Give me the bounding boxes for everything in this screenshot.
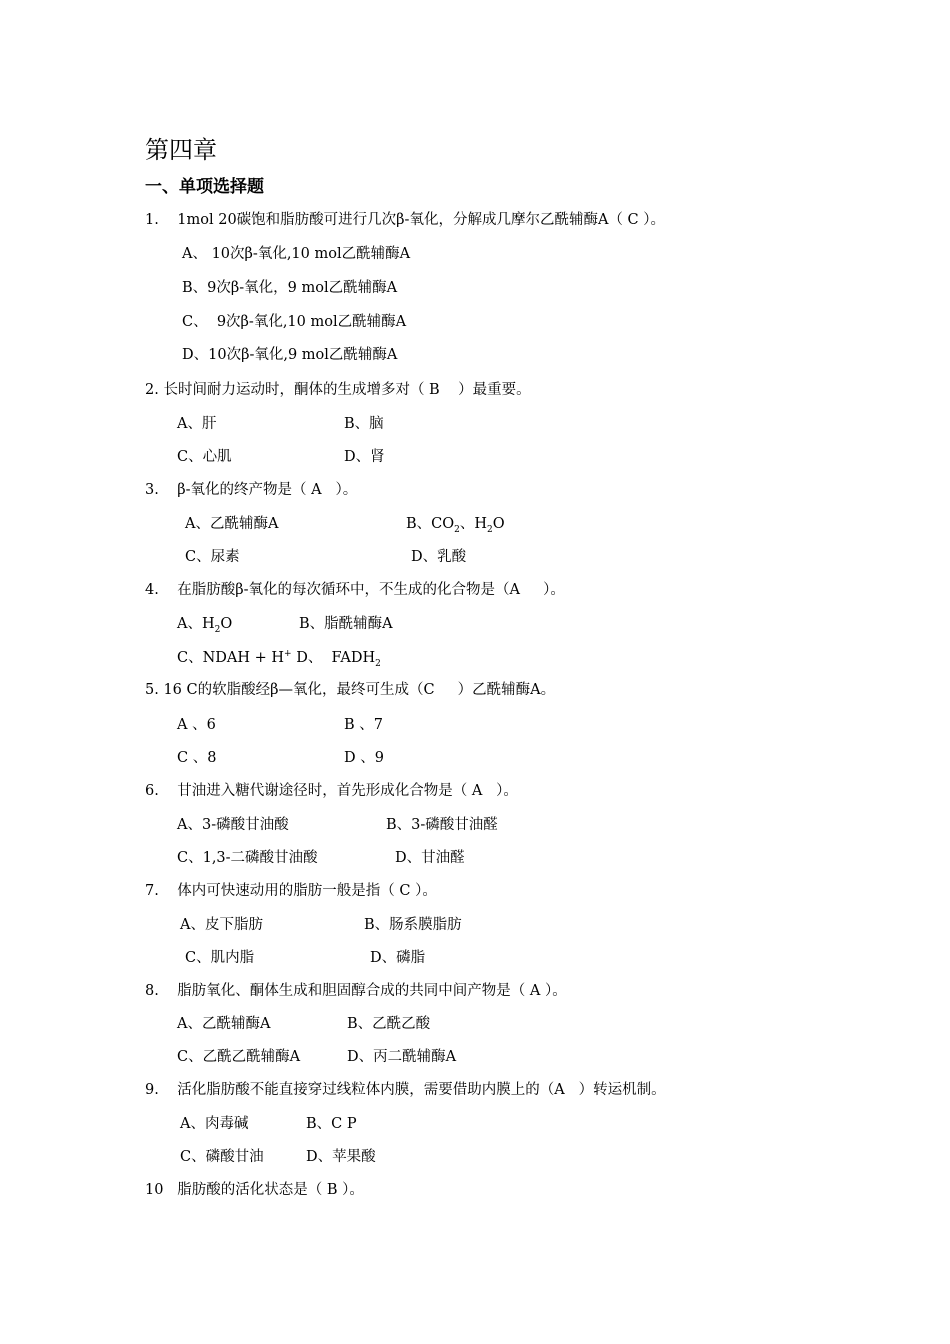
question-4-option-b: B、脂酰辅酶A	[299, 616, 393, 632]
question-1-option-b: B、9次β-氧化，9 mol乙酰辅酶A	[182, 280, 398, 296]
section-title: 一、单项选择题	[145, 177, 264, 197]
question-3-option-c: C、尿素	[185, 549, 240, 565]
question-2-option-c: C、心肌	[177, 449, 232, 465]
question-4-option-cd: C、NDAH + H+ D、 $FADH_2$	[177, 649, 381, 669]
question-8-option-b: B、乙酰乙酸	[347, 1016, 431, 1032]
chapter-title: 第四章	[145, 136, 217, 164]
question-7-option-d: D、磷脂	[370, 950, 426, 966]
question-2-option-b: B、脑	[344, 416, 384, 432]
question-6-option-a: A、3-磷酸甘油酸	[177, 817, 289, 833]
question-5-option-c: C 、8	[177, 750, 217, 766]
question-8-stem: 8. 脂肪氧化、酮体生成和胆固醇合成的共同中间产物是（ A ）。	[145, 983, 567, 999]
question-2-option-d: D、肾	[344, 449, 385, 465]
question-7-option-c: C、肌内脂	[185, 950, 255, 966]
question-7-stem: 7. 体内可快速动用的脂肪一般是指（ C ）。	[145, 883, 437, 899]
question-5-option-a: A 、6	[177, 717, 216, 733]
question-5-option-b: B 、7	[344, 717, 383, 733]
question-10-stem: 10 脂肪酸的活化状态是（ B ）。	[145, 1182, 364, 1198]
question-1-option-c: C、 9次β-氧化,10 mol乙酰辅酶A	[182, 314, 407, 330]
question-6-option-c: C、1,3-二磷酸甘油酸	[177, 850, 318, 866]
question-9-option-b: B、C P	[306, 1116, 357, 1132]
question-7-option-a: A、皮下脂肪	[180, 917, 263, 933]
question-3-option-a: A、乙酰辅酶A	[185, 516, 279, 532]
question-9-option-c: C、磷酸甘油	[180, 1149, 264, 1165]
question-8-option-d: D、丙二酰辅酶A	[347, 1049, 457, 1065]
question-3-option-d: D、乳酸	[411, 549, 467, 565]
question-3-stem: 3. β-氧化的终产物是（ A ）。	[145, 482, 358, 498]
question-4-option-a: A、$H_2O$	[177, 616, 233, 635]
question-7-option-b: B、肠系膜脂肪	[364, 917, 462, 933]
question-6-option-d: D、甘油醛	[395, 850, 465, 866]
question-9-stem: 9. 活化脂肪酸不能直接穿过线粒体内膜，需要借助内膜上的（A ）转运机制。	[145, 1082, 666, 1098]
question-3-option-b: B、$CO_2$、$H_2O$	[406, 516, 505, 535]
question-6-option-b: B、3-磷酸甘油醛	[386, 817, 498, 833]
question-2-option-a: A、肝	[177, 416, 217, 432]
question-8-option-a: A、乙酰辅酶A	[177, 1016, 271, 1032]
question-8-option-c: C、乙酰乙酰辅酶A	[177, 1049, 301, 1065]
question-1-option-d: D、10次β-氧化,9 mol乙酰辅酶A	[182, 347, 398, 363]
question-1-stem: 1. 1mol 20碳饱和脂肪酸可进行几次β-氧化，分解成几摩尔乙酰辅酶A（ C ）。	[145, 212, 665, 228]
question-9-option-d: D、苹果酸	[306, 1149, 376, 1165]
question-9-option-a: A、肉毒碱	[180, 1116, 249, 1132]
question-5-stem: 5. 16 C的软脂酸经β—氧化，最终可生成（C ）乙酰辅酶A。	[145, 682, 556, 698]
question-5-option-d: D 、9	[344, 750, 384, 766]
question-4-stem: 4. 在脂肪酸β-氧化的每次循环中，不生成的化合物是（A ）。	[145, 582, 565, 598]
question-2-stem: 2. 长时间耐力运动时，酮体的生成增多对（ B ）最重要。	[145, 382, 531, 398]
question-1-option-a: A、 10次β-氧化,10 mol乙酰辅酶A	[182, 246, 411, 262]
question-6-stem: 6. 甘油进入糖代谢途径时，首先形成化合物是（ A ）。	[145, 783, 518, 799]
